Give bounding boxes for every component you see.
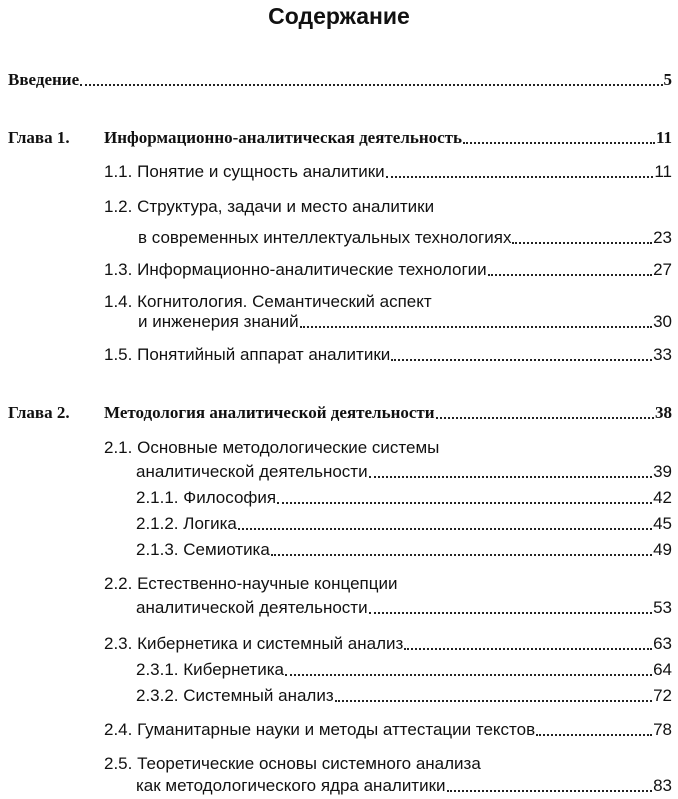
toc-entry-2-1-2[interactable] (136, 514, 672, 534)
toc-entry-label: Структура, задачи и место аналитики (137, 197, 435, 216)
toc-page-number: 38 (655, 403, 672, 422)
section-number: 2.5. (104, 754, 133, 773)
section-number: 2.1. (104, 438, 133, 457)
dot-leader (285, 674, 652, 676)
toc-entry-chapter-2[interactable] (8, 403, 672, 423)
toc-page-number: 5 (663, 70, 672, 89)
section-number: 2.2. (104, 574, 133, 593)
chapter-number: Глава 2. (8, 403, 70, 422)
toc-entry-2-5-line1[interactable] (104, 754, 481, 774)
toc-page-number: 27 (653, 260, 672, 279)
toc-entry-1-5[interactable] (104, 345, 672, 365)
toc-entry-2-3-1[interactable] (136, 660, 672, 680)
toc-entry-label: Семиотика (183, 540, 270, 559)
dot-leader (463, 142, 655, 144)
section-number: 2.3.2. (136, 686, 179, 705)
toc-entry-label: аналитической деятельности (136, 598, 368, 617)
page-title: Содержание (268, 3, 410, 29)
dot-leader (536, 734, 652, 736)
toc-page-number: 33 (653, 345, 672, 364)
dot-leader (512, 242, 652, 244)
toc-entry-2-3[interactable] (104, 634, 672, 654)
dot-leader (391, 359, 652, 361)
dot-leader (277, 502, 652, 504)
toc-entry-1-2-line1[interactable] (104, 197, 434, 217)
toc-entry-1-4-line1[interactable] (104, 292, 432, 312)
toc-entry-intro[interactable] (8, 70, 672, 90)
toc-page-number: 72 (653, 686, 672, 705)
toc-entry-1-1[interactable] (104, 162, 672, 182)
toc-entry-label: Системный анализ (183, 686, 334, 705)
dot-leader (335, 700, 652, 702)
toc-page-number: 63 (653, 634, 672, 653)
toc-page-number: 23 (653, 228, 672, 247)
toc-page-number: 64 (653, 660, 672, 679)
toc-entry-label: Естественно-научные концепции (137, 574, 398, 593)
toc-entry-1-4[interactable] (138, 312, 672, 332)
toc-entry-2-1-1[interactable] (136, 488, 672, 508)
section-number: 2.1.2. (136, 514, 179, 533)
toc-entry-label: Кибернетика (183, 660, 284, 679)
toc-entry-label: Философия (183, 488, 277, 507)
toc-page-number: 42 (653, 488, 672, 507)
toc-entry-label: Введение (8, 70, 80, 89)
toc-entry-label: Основные методологические системы (137, 438, 440, 457)
dot-leader (271, 554, 652, 556)
section-number: 1.1. (104, 162, 133, 181)
section-number: 1.5. (104, 345, 133, 364)
dot-leader (404, 648, 652, 650)
section-number: 1.2. (104, 197, 133, 216)
toc-page-number: 83 (653, 776, 672, 795)
dot-leader (488, 274, 652, 276)
toc-page-number: 49 (653, 540, 672, 559)
section-number: 1.4. (104, 292, 133, 311)
toc-entry-2-2[interactable] (136, 598, 672, 618)
section-number: 2.3.1. (136, 660, 179, 679)
chapter-number: Глава 1. (8, 128, 70, 147)
toc-entry-2-2-line1[interactable] (104, 574, 397, 594)
toc-entry-2-4[interactable] (104, 720, 672, 740)
toc-entry-label: Кибернетика и системный анализ (137, 634, 404, 653)
section-number: 2.3. (104, 634, 133, 653)
toc-entry-label: Информационно-аналитические технологии (137, 260, 487, 279)
toc-entry-label: Информационно-аналитическая деятельность (104, 128, 463, 147)
toc-entry-label: Понятийный аппарат аналитики (137, 345, 391, 364)
dot-leader (436, 417, 654, 419)
toc-entry-label: аналитической деятельности (136, 462, 368, 481)
section-number: 1.3. (104, 260, 133, 279)
toc-entry-label: в современных интеллектуальных технологиях (138, 228, 512, 247)
toc-entry-2-1-3[interactable] (136, 540, 672, 560)
toc-page-number: 30 (653, 312, 672, 331)
dot-leader (369, 612, 653, 614)
toc-entry-label: и инженерия знаний (138, 312, 299, 331)
toc-entry-label: Логика (183, 514, 237, 533)
toc-entry-1-2[interactable] (138, 228, 672, 248)
toc-entry-2-1-line1[interactable] (104, 438, 439, 458)
toc-entry-2-3-2[interactable] (136, 686, 672, 706)
toc-entry-chapter-1[interactable] (8, 128, 672, 148)
toc-entry-2-1[interactable] (136, 462, 672, 482)
dot-leader (80, 84, 662, 86)
toc-entry-1-3[interactable] (104, 260, 672, 280)
toc-entry-2-5[interactable] (136, 776, 672, 796)
dot-leader (238, 528, 652, 530)
toc-page-number: 45 (653, 514, 672, 533)
toc-entry-label: Гуманитарные науки и методы аттестации текстов (137, 720, 536, 739)
toc-entry-label: Когнитология. Семантический аспект (137, 292, 432, 311)
section-number: 2.1.1. (136, 488, 179, 507)
toc-entry-label: Теоретические основы системного анализа (137, 754, 481, 773)
toc-page-number: 78 (653, 720, 672, 739)
toc-page-number: 11 (655, 128, 672, 147)
dot-leader (447, 790, 653, 792)
dot-leader (300, 326, 652, 328)
section-number: 2.4. (104, 720, 133, 739)
dot-leader (386, 176, 654, 178)
toc-entry-label: Понятие и сущность аналитики (137, 162, 385, 181)
dot-leader (369, 476, 653, 478)
toc-page-number: 39 (653, 462, 672, 481)
section-number: 2.1.3. (136, 540, 179, 559)
toc-page-number: 11 (654, 162, 672, 181)
toc-entry-label: как методологического ядра аналитики (136, 776, 446, 795)
toc-entry-label: Методология аналитической деятельности (104, 403, 435, 422)
toc-page-number: 53 (653, 598, 672, 617)
